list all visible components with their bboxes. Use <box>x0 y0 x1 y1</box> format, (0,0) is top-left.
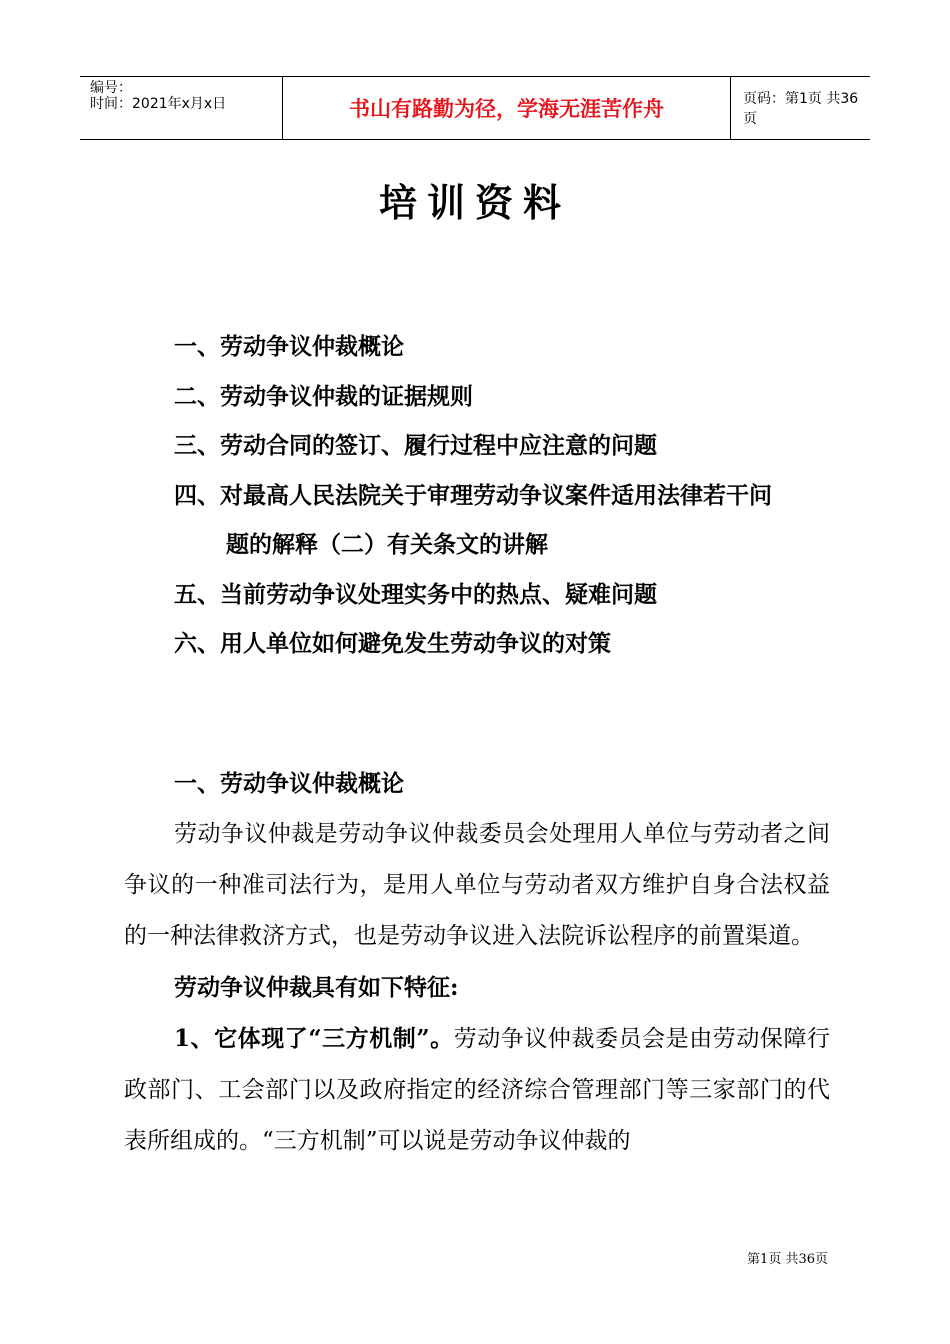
section-heading: 一、劳动争议仲裁概论 <box>174 770 404 797</box>
toc-item: 二、劳动争议仲裁的证据规则 <box>174 382 473 410</box>
header-page-info: 页码：第1页 共36页 <box>743 91 859 127</box>
feature-paragraph <box>124 1013 830 1167</box>
section-paragraph: 劳动争议仲裁是劳动争议仲裁委员会处理用人单位与劳动者之间争议的一种准司法行为，是用人单位与劳动者双方维护自身合法权益的一种法律救济方式，也是劳动争议进入法院诉讼程序的前置渠道。 <box>124 821 830 949</box>
toc-item: 六、用人单位如何避免发生劳动争议的对策 <box>174 630 611 657</box>
header-motto: 书山有路勤为径，学海无涯苦作舟 <box>349 97 664 121</box>
header-motto-cell <box>283 77 731 139</box>
toc-item-continuation: 题的解释（二）有关条文的讲解 <box>226 531 548 558</box>
document-number-label: 编号： <box>90 80 132 96</box>
feature-lead: 1、它体现了“三方机制”。 <box>174 1025 454 1052</box>
section-1-body <box>124 758 830 1167</box>
toc-item: 四、对最高人民法院关于审理劳动争议案件适用法律若干问 <box>174 481 772 509</box>
page-footer: 第1页 共36页 <box>747 1252 828 1267</box>
page-header <box>80 76 870 140</box>
document-time-label: 时间：2021年x月x日 <box>90 96 227 112</box>
features-heading: 劳动争议仲裁具有如下特征: <box>174 974 459 1001</box>
toc-item: 一、劳动争议仲裁概论 <box>174 333 404 360</box>
feature-text: 劳动争议仲裁委员会是由劳动保障行政部门、工会部门以及政府指定的经济综合管理部门等三家部门的代表所组成的。“三方机制”可以说是劳动争议仲裁的 <box>124 1026 831 1154</box>
toc-item: 三、劳动合同的签订、履行过程中应注意的问题 <box>174 432 657 459</box>
toc-item: 五、当前劳动争议处理实务中的热点、疑难问题 <box>174 580 657 608</box>
document-title: 培训资料 <box>378 180 571 225</box>
table-of-contents <box>174 326 834 673</box>
header-meta <box>80 77 283 139</box>
